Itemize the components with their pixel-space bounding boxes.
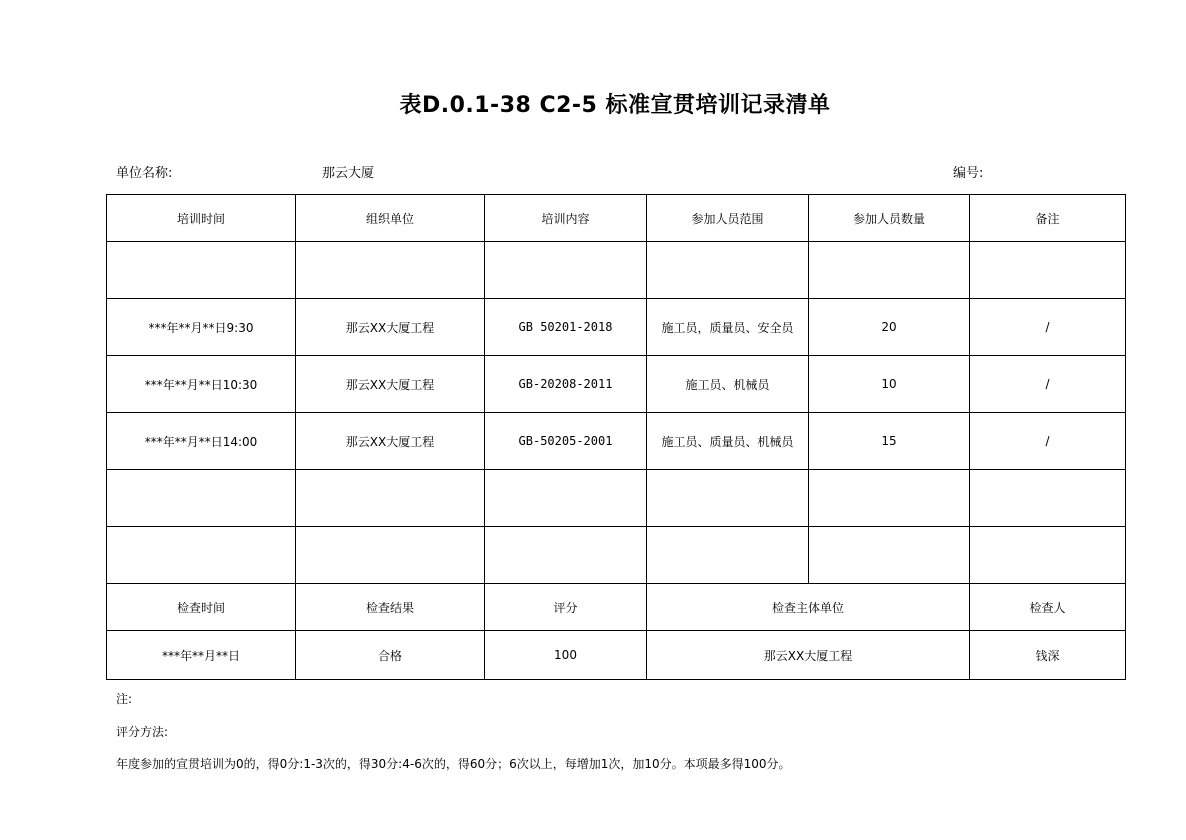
inspection-time-header: 检查时间 (107, 584, 296, 631)
cell-remarks: / (970, 299, 1126, 356)
inspection-value-row (107, 631, 1126, 680)
cell-organizer (296, 527, 485, 584)
table-row (107, 356, 1126, 413)
cell-training-content: GB 50201-2018 (485, 299, 647, 356)
inspection-result-header: 检查结果 (296, 584, 485, 631)
cell-remarks: / (970, 413, 1126, 470)
cell-participant-scope (647, 242, 809, 299)
cell-participant-count: 10 (809, 356, 970, 413)
column-header-participant-scope: 参加人员范围 (647, 195, 809, 242)
cell-training-content (485, 470, 647, 527)
code-label: 编号: (953, 166, 984, 181)
cell-participant-scope (647, 527, 809, 584)
cell-organizer (296, 242, 485, 299)
inspection-score-value: 100 (485, 631, 647, 680)
unit-name-value: 那云大厦 (322, 166, 375, 181)
table-row (107, 299, 1126, 356)
column-header-training-content: 培训内容 (485, 195, 647, 242)
inspection-header-row (107, 584, 1126, 631)
unit-name-label: 单位名称: (116, 166, 173, 181)
cell-remarks (970, 470, 1126, 527)
scoring-method-text: 年度参加的宣贯培训为0的，得0分:1-3次的，得30分:4-6次的，得60分；6次以上，每增加1次，加10分。本项最多得100分。 (116, 757, 791, 771)
cell-training-content: GB-50205-2001 (485, 413, 647, 470)
cell-training-content (485, 527, 647, 584)
inspection-score-header: 评分 (485, 584, 647, 631)
cell-organizer: 那云XX大厦工程 (296, 413, 485, 470)
cell-training-content: GB-20208-2011 (485, 356, 647, 413)
cell-participant-scope: 施工员、机械员 (647, 356, 809, 413)
cell-remarks (970, 242, 1126, 299)
cell-participant-count (809, 470, 970, 527)
cell-training-time (107, 242, 296, 299)
inspection-time-value: ***年**月**日 (107, 631, 296, 680)
inspection-unit-value: 那云XX大厦工程 (647, 631, 970, 680)
cell-participant-scope: 施工员，质量员、安全员 (647, 299, 809, 356)
training-record-table (106, 194, 1126, 680)
cell-remarks: / (970, 356, 1126, 413)
inspector-header: 检查人 (970, 584, 1126, 631)
cell-training-time (107, 527, 296, 584)
cell-training-time: ***年**月**日14:00 (107, 413, 296, 470)
table-row (107, 527, 1126, 584)
page-title: 表D.0.1-38 C2-5 标准宣贯培训记录清单 (399, 93, 831, 118)
cell-participant-count: 20 (809, 299, 970, 356)
cell-training-time: ***年**月**日10:30 (107, 356, 296, 413)
cell-training-content (485, 242, 647, 299)
cell-organizer: 那云XX大厦工程 (296, 299, 485, 356)
cell-training-time (107, 470, 296, 527)
column-header-participant-count: 参加人员数量 (809, 195, 970, 242)
table-row (107, 470, 1126, 527)
table-row (107, 242, 1126, 299)
column-header-organizer: 组织单位 (296, 195, 485, 242)
cell-participant-scope: 施工员、质量员、机械员 (647, 413, 809, 470)
table-row (107, 413, 1126, 470)
cell-organizer (296, 470, 485, 527)
cell-remarks (970, 527, 1126, 584)
cell-training-time: ***年**月**日9:30 (107, 299, 296, 356)
cell-participant-count (809, 527, 970, 584)
cell-participant-scope (647, 470, 809, 527)
table-header-row (107, 195, 1126, 242)
inspector-value: 钱深 (970, 631, 1126, 680)
cell-organizer: 那云XX大厦工程 (296, 356, 485, 413)
scoring-method-label: 评分方法: (116, 725, 169, 739)
column-header-training-time: 培训时间 (107, 195, 296, 242)
cell-participant-count: 15 (809, 413, 970, 470)
inspection-unit-header: 检查主体单位 (647, 584, 970, 631)
note-label: 注: (116, 692, 133, 706)
cell-participant-count (809, 242, 970, 299)
inspection-result-value: 合格 (296, 631, 485, 680)
column-header-remarks: 备注 (970, 195, 1126, 242)
